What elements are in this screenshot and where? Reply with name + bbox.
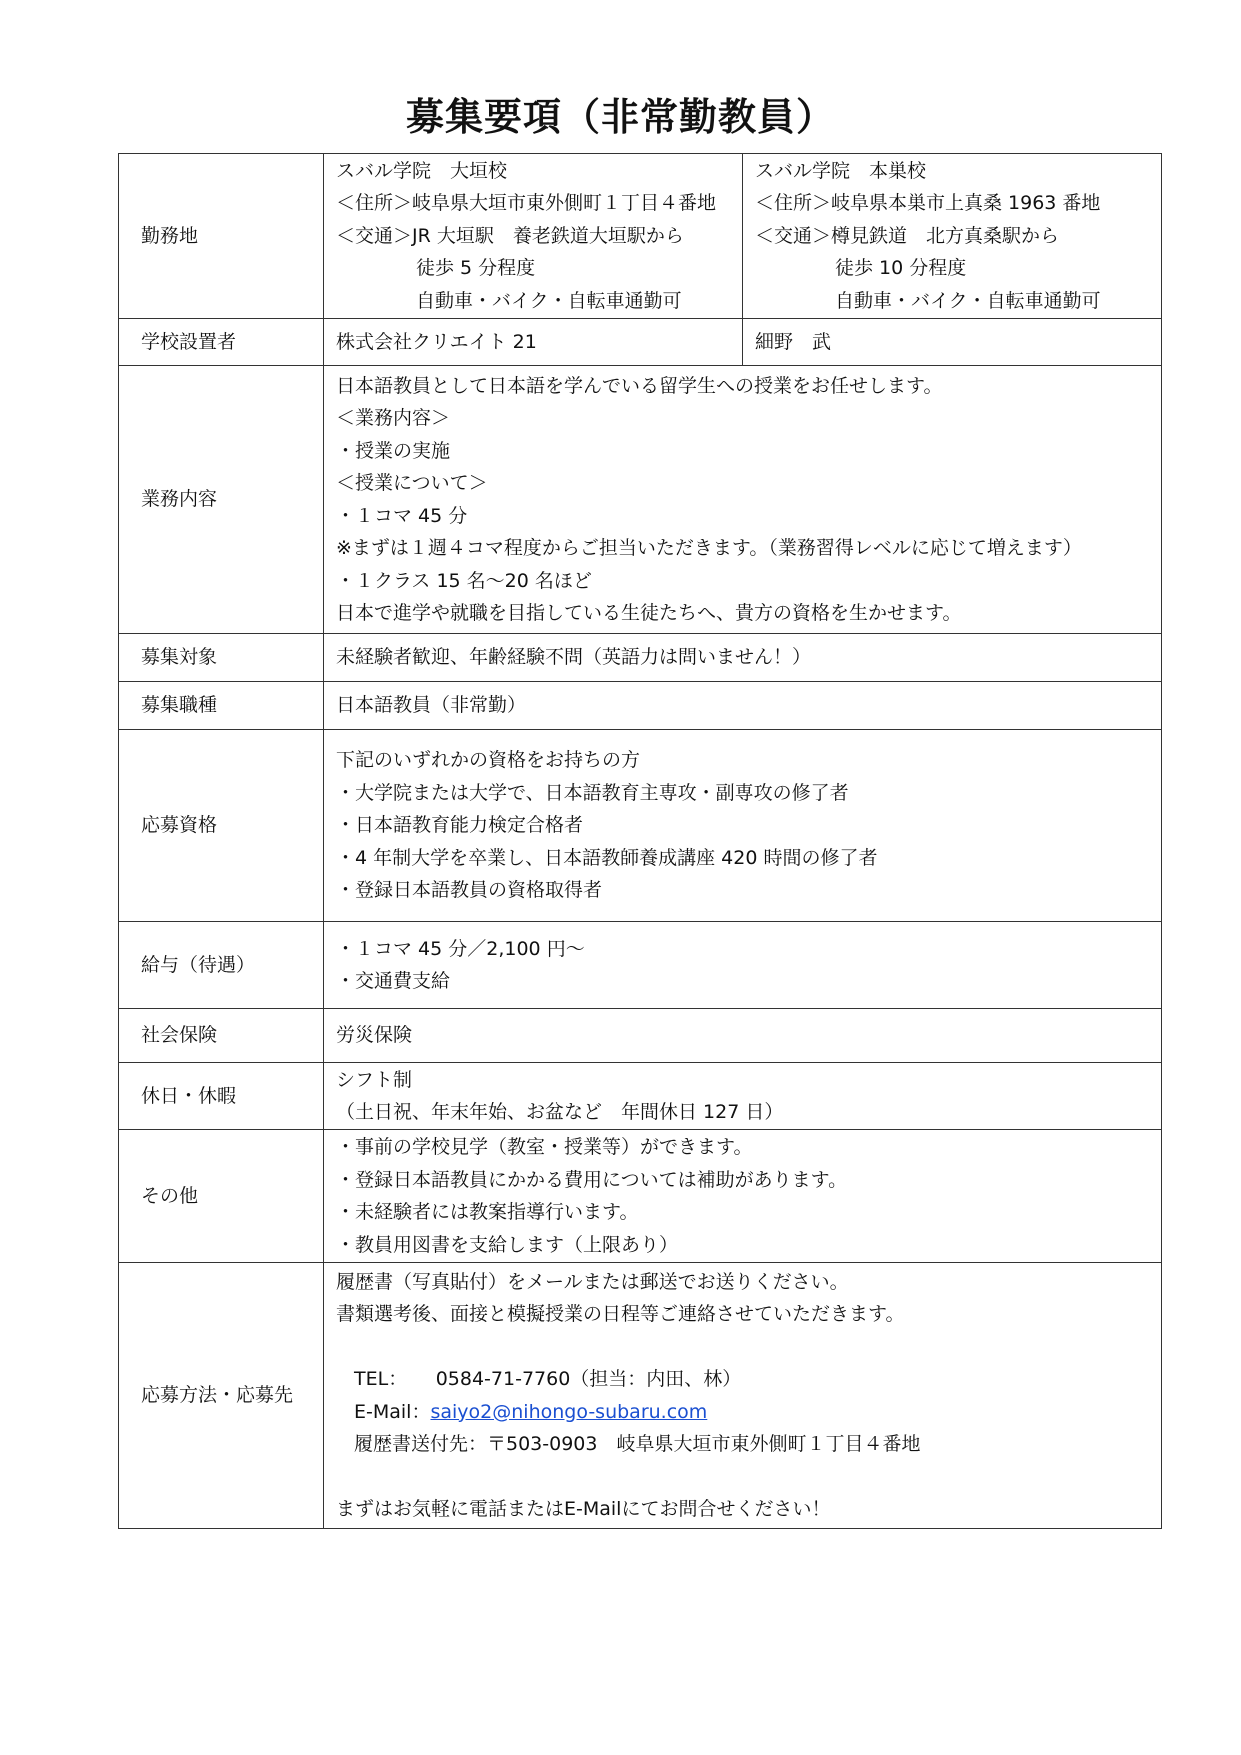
apply-intro: 書類選考後、面接と模擬授業の日程等ご連絡させていただきます。: [336, 1303, 905, 1325]
apply-closing: まずはお気軽に電話またはE-Mailにてお問合せください！: [336, 1498, 831, 1520]
qualifications-content: [324, 730, 1162, 922]
label-workplace: 勤務地: [119, 154, 324, 319]
founder-company: 株式会社クリエイト 21: [324, 319, 743, 366]
row-duties: [119, 366, 1162, 634]
duties-line: ・授業の実施: [336, 439, 451, 462]
other-content: [324, 1130, 1162, 1263]
qualification-line: ・大学院または大学で、日本語教育主専攻・副専攻の修了者: [336, 781, 849, 804]
row-salary: [119, 922, 1162, 1009]
blank-line: [336, 1331, 1161, 1364]
holidays-line: （土日祝、年末年始、お盆など 年間休日 127 日）: [336, 1101, 784, 1123]
workplace-motosu: [743, 154, 1162, 319]
salary-content: [324, 922, 1162, 1009]
duties-line: 日本語教員として日本語を学んでいる留学生への授業をお任せします。: [336, 374, 943, 397]
duties-line: 日本で進学や就職を目指している生徒たちへ、貴方の資格を生かせます。: [336, 602, 962, 624]
workplace-ogaki: [324, 154, 743, 319]
founder-person: 細野 武: [743, 319, 1162, 366]
motosu-name: スバル学院 本巣校: [755, 159, 927, 182]
label-qualifications: 応募資格: [119, 730, 324, 922]
qualification-line: ・4 年制大学を卒業し、日本語教師養成講座 420 時間の修了者: [336, 846, 878, 869]
duties-line: ・１クラス 15 名～20 名ほど: [336, 569, 592, 592]
qualification-line: ・日本語教育能力検定合格者: [336, 814, 584, 837]
other-line: ・教員用図書を支給します（上限あり）: [336, 1233, 679, 1256]
duties-line: ・１コマ 45 分: [336, 504, 468, 527]
ogaki-walk: 徒歩 5 分程度: [416, 257, 536, 280]
apply-content: [324, 1263, 1162, 1529]
label-position: 募集職種: [119, 682, 324, 730]
document-title: 募集要項（非常勤教員）: [405, 95, 835, 139]
row-position: [119, 682, 1162, 730]
row-target: [119, 634, 1162, 682]
holidays-line: シフト制: [336, 1068, 413, 1091]
duties-line: ＜業務内容＞: [336, 407, 451, 429]
salary-line: ・交通費支給: [336, 970, 451, 992]
salary-line: ・１コマ 45 分／2,100 円～: [336, 937, 585, 960]
row-qualifications: [119, 730, 1162, 922]
other-line: ・登録日本語教員にかかる費用については補助があります。: [336, 1168, 848, 1191]
motosu-access: ＜交通＞樽見鉄道 北方真桑駅から: [755, 224, 1060, 247]
motosu-walk: 徒歩 10 分程度: [835, 257, 967, 280]
label-target: 募集対象: [119, 634, 324, 682]
blank-line: [336, 1461, 1161, 1494]
ogaki-name: スバル学院 大垣校: [336, 159, 508, 182]
label-duties: 業務内容: [119, 366, 324, 634]
label-apply: 応募方法・応募先: [119, 1263, 324, 1529]
other-line: ・事前の学校見学（教室・授業等）ができます。: [336, 1136, 753, 1158]
row-apply: [119, 1263, 1162, 1529]
row-founder: [119, 319, 1162, 366]
apply-postal: 履歴書送付先：〒503-0903 岐阜県大垣市東外側町１丁目４番地: [354, 1433, 921, 1455]
apply-email-line: [336, 1396, 1161, 1429]
position-value: 日本語教員（非常勤）: [324, 682, 1162, 730]
holidays-content: [324, 1063, 1162, 1130]
ogaki-commute: 自動車・バイク・自転車通勤可: [416, 289, 682, 312]
recruitment-table: [118, 153, 1162, 1529]
email-label: E-Mail：: [354, 1400, 431, 1423]
label-salary: 給与（待遇）: [119, 922, 324, 1009]
qualification-line: 下記のいずれかの資格をお持ちの方: [336, 749, 641, 772]
duties-content: [324, 366, 1162, 634]
label-holidays: 休日・休暇: [119, 1063, 324, 1130]
label-founder: 学校設置者: [119, 319, 324, 366]
other-line: ・未経験者には教案指導行います。: [336, 1201, 639, 1223]
apply-intro: 履歴書（写真貼付）をメールまたは郵送でお送りください。: [336, 1270, 849, 1293]
ogaki-address: ＜住所＞岐阜県大垣市東外側町１丁目４番地: [336, 192, 717, 215]
row-workplace: [119, 154, 1162, 319]
duties-line: ※まずは１週４コマ程度からご担当いただきます。（業務習得レベルに応じて増えます）: [336, 537, 1082, 559]
label-other: その他: [119, 1130, 324, 1263]
row-insurance: [119, 1009, 1162, 1063]
target-value: 未経験者歓迎、年齢経験不問（英語力は問いません！）: [324, 634, 1162, 682]
label-insurance: 社会保険: [119, 1009, 324, 1063]
motosu-commute: 自動車・バイク・自転車通勤可: [835, 289, 1101, 312]
ogaki-access: ＜交通＞JR 大垣駅 養老鉄道大垣駅から: [336, 224, 684, 247]
motosu-address: ＜住所＞岐阜県本巣市上真桑 1963 番地: [755, 192, 1101, 215]
apply-tel: TEL： 0584-71-7760（担当：内田、林）: [354, 1368, 742, 1390]
insurance-value: 労災保険: [324, 1009, 1162, 1063]
qualification-line: ・登録日本語教員の資格取得者: [336, 879, 603, 902]
row-other: [119, 1130, 1162, 1263]
email-link[interactable]: saiyo2@nihongo-subaru.com: [430, 1400, 708, 1423]
row-holidays: [119, 1063, 1162, 1130]
duties-line: ＜授業について＞: [336, 472, 488, 494]
